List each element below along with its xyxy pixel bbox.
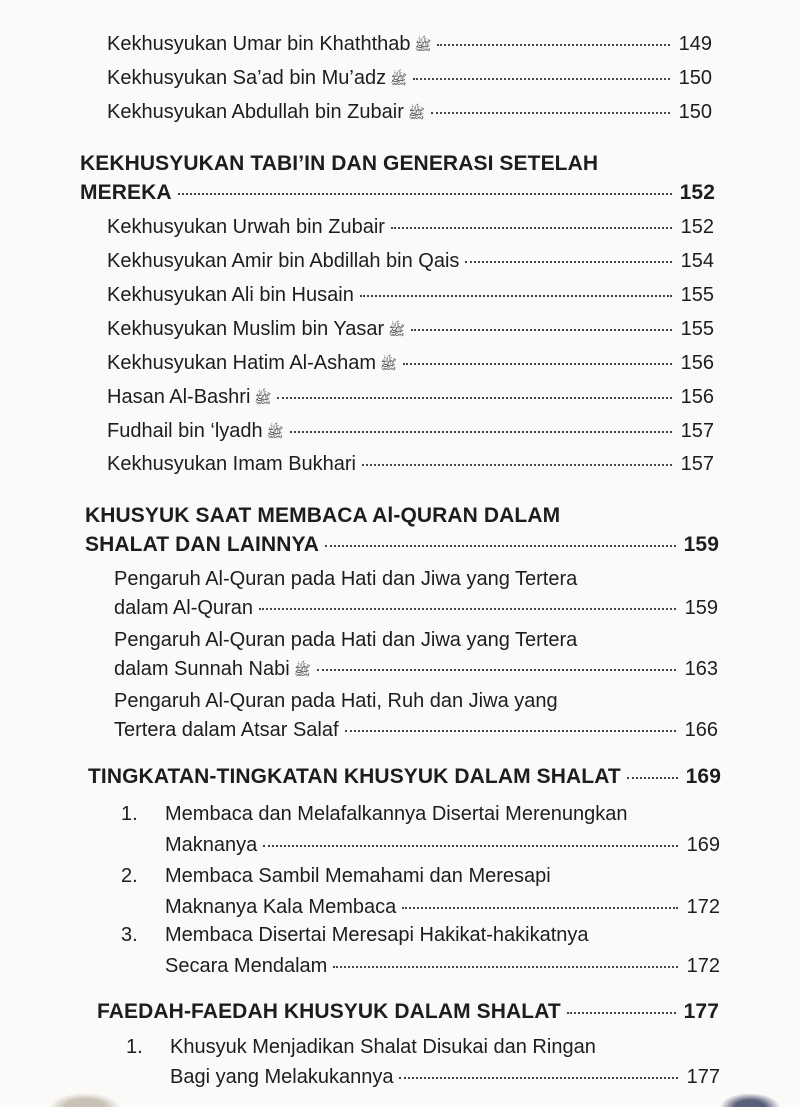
dot-leader [263, 845, 678, 847]
dot-leader [437, 44, 670, 46]
dot-leader [259, 608, 676, 610]
entry-title: Pengaruh Al-Quran pada Hati dan Jiwa yang Tertera [114, 629, 578, 651]
toc-entry-line [121, 834, 720, 857]
section-heading-line [85, 504, 560, 528]
section-heading-line [85, 533, 719, 557]
section-heading-line [80, 152, 598, 176]
toc-entry-line [114, 629, 577, 652]
honorific-glyph: ﷺ [293, 662, 311, 678]
toc-entry-line [121, 924, 589, 947]
page-number: 172 [686, 896, 720, 918]
page-number: 163 [684, 658, 718, 680]
dot-leader [360, 295, 672, 297]
toc-entry-line [107, 250, 714, 273]
page-number: 152 [680, 216, 714, 238]
entry-title: dalam Al-Quran [114, 597, 253, 619]
entry-title: Kekhusyukan Amir bin Abdillah bin Qais [107, 250, 460, 272]
toc-entry-line [114, 719, 718, 742]
entry-number: 3. [121, 924, 138, 946]
toc-entry-line [121, 865, 551, 888]
honorific-glyph: ﷺ [407, 105, 425, 121]
entry-title: Tertera dalam Atsar Salaf [114, 719, 339, 741]
dot-leader [567, 1012, 676, 1014]
dot-leader [402, 907, 678, 909]
honorific-glyph: ﷺ [414, 37, 432, 53]
dot-leader [411, 329, 672, 331]
section-heading-text: TINGKATAN-TINGKATAN KHUSYUK DALAM SHALAT [88, 765, 621, 788]
page-number: 152 [679, 181, 715, 204]
entry-number: 2. [121, 865, 138, 887]
dot-leader [431, 112, 670, 114]
honorific-glyph: ﷺ [388, 322, 406, 338]
dot-leader [290, 431, 672, 433]
dot-leader [345, 730, 676, 732]
page-number: 150 [678, 67, 712, 89]
entry-title: Kekhusyukan Muslim bin Yasar [107, 318, 385, 340]
section-heading-text: MEREKA [80, 181, 172, 204]
page-number: 159 [684, 597, 718, 619]
entry-title: Kekhusyukan Hatim Al-Asham [107, 352, 377, 374]
honorific-glyph: ﷺ [390, 71, 407, 87]
dot-leader [277, 397, 672, 399]
toc-entry-line [126, 1066, 720, 1089]
honorific-glyph: ﷺ [254, 390, 272, 406]
toc-entry-line [107, 284, 714, 307]
section-heading-text: KEKHUSYUKAN TABI’IN DAN GENERASI SETELAH [80, 152, 599, 175]
entry-number: 1. [121, 803, 138, 825]
entry-title: Maknanya Kala Membaca [165, 896, 397, 918]
page-number: 169 [686, 834, 720, 856]
entry-title: Membaca Sambil Memahami dan Meresapi [165, 865, 551, 887]
entry-title: Maknanya [165, 834, 258, 856]
dot-leader [465, 261, 672, 263]
dot-leader [403, 363, 672, 365]
toc-entry-line [114, 597, 718, 620]
entry-title: Khusyuk Menjadikan Shalat Disukai dan Ringan [170, 1036, 596, 1058]
dot-leader [325, 545, 676, 547]
honorific-glyph: ﷺ [266, 424, 284, 440]
dot-leader [333, 966, 678, 968]
entry-title: Pengaruh Al-Quran pada Hati, Ruh dan Jiwa yang [114, 690, 558, 712]
toc-entry-line [114, 658, 718, 682]
page-number: 157 [680, 420, 714, 442]
page-number: 156 [680, 352, 714, 374]
entry-number: 1. [126, 1036, 143, 1058]
toc-entry-line [126, 1036, 596, 1059]
page-number: 156 [680, 386, 714, 408]
toc-entry-line [107, 318, 714, 342]
page-number: 155 [680, 284, 714, 306]
toc-entry-line [121, 896, 720, 919]
page-number: 166 [684, 719, 718, 741]
section-heading-line [97, 1000, 719, 1024]
page-number: 159 [683, 533, 719, 556]
entry-title: Bagi yang Melakukannya [170, 1066, 394, 1088]
section-heading-line [88, 765, 721, 789]
dot-leader [178, 193, 672, 195]
page-number: 154 [680, 250, 714, 272]
left-ornament [50, 1093, 120, 1107]
entry-title: Fudhail bin ‘lyadh [107, 420, 263, 442]
toc-entry-line [121, 955, 720, 978]
entry-title: Membaca Disertai Meresapi Hakikat-hakikatnya [165, 924, 589, 946]
dot-leader [399, 1077, 678, 1079]
dot-leader [317, 669, 676, 671]
page-number: 155 [680, 318, 714, 340]
entry-title: Kekhusyukan Abdullah bin Zubair [107, 101, 404, 123]
toc-entry-line [107, 453, 714, 476]
right-ornament [720, 1093, 780, 1107]
toc-entry-line [114, 690, 558, 713]
page-number: 157 [680, 453, 714, 475]
toc-entry-line [107, 216, 714, 239]
page-number: 150 [678, 101, 712, 123]
page-number: 172 [686, 955, 720, 977]
page-number: 177 [683, 1000, 719, 1023]
section-heading-text: SHALAT DAN LAINNYA [85, 533, 319, 556]
toc-entry-line [107, 420, 714, 444]
toc-entry-line [107, 33, 712, 57]
honorific-glyph: ﷺ [380, 356, 397, 372]
toc-entry-line [107, 352, 714, 376]
toc-entry-line [107, 101, 712, 125]
dot-leader [627, 777, 678, 779]
page-number: 177 [686, 1066, 720, 1088]
page-number: 149 [678, 33, 712, 55]
toc-entry-line [107, 386, 714, 410]
entry-title: Membaca dan Melafalkannya Disertai Merenungkan [165, 803, 628, 825]
entry-title: Kekhusyukan Umar bin Khaththab [107, 33, 411, 55]
entry-title: Kekhusyukan Sa’ad bin Mu’adz [107, 67, 387, 89]
entry-title: Hasan Al-Bashri [107, 386, 251, 408]
section-heading-text: FAEDAH-FAEDAH KHUSYUK DALAM SHALAT [97, 1000, 561, 1023]
toc-entry-line [107, 67, 712, 91]
entry-title: Secara Mendalam [165, 955, 328, 977]
entry-title: Kekhusyukan Ali bin Husain [107, 284, 354, 306]
entry-title: Kekhusyukan Imam Bukhari [107, 453, 357, 475]
toc-entry-line [114, 568, 577, 591]
entry-title: Kekhusyukan Urwah bin Zubair [107, 216, 385, 238]
section-heading-text: KHUSYUK SAAT MEMBACA Al-QURAN DALAM [85, 504, 561, 527]
dot-leader [362, 464, 672, 466]
toc-entry-line [121, 803, 627, 826]
dot-leader [413, 78, 670, 80]
page-number: 169 [685, 765, 721, 788]
entry-title: dalam Sunnah Nabi [114, 658, 290, 680]
dot-leader [391, 227, 672, 229]
entry-title: Pengaruh Al-Quran pada Hati dan Jiwa yang Tertera [114, 568, 578, 590]
section-heading-line [80, 181, 715, 205]
